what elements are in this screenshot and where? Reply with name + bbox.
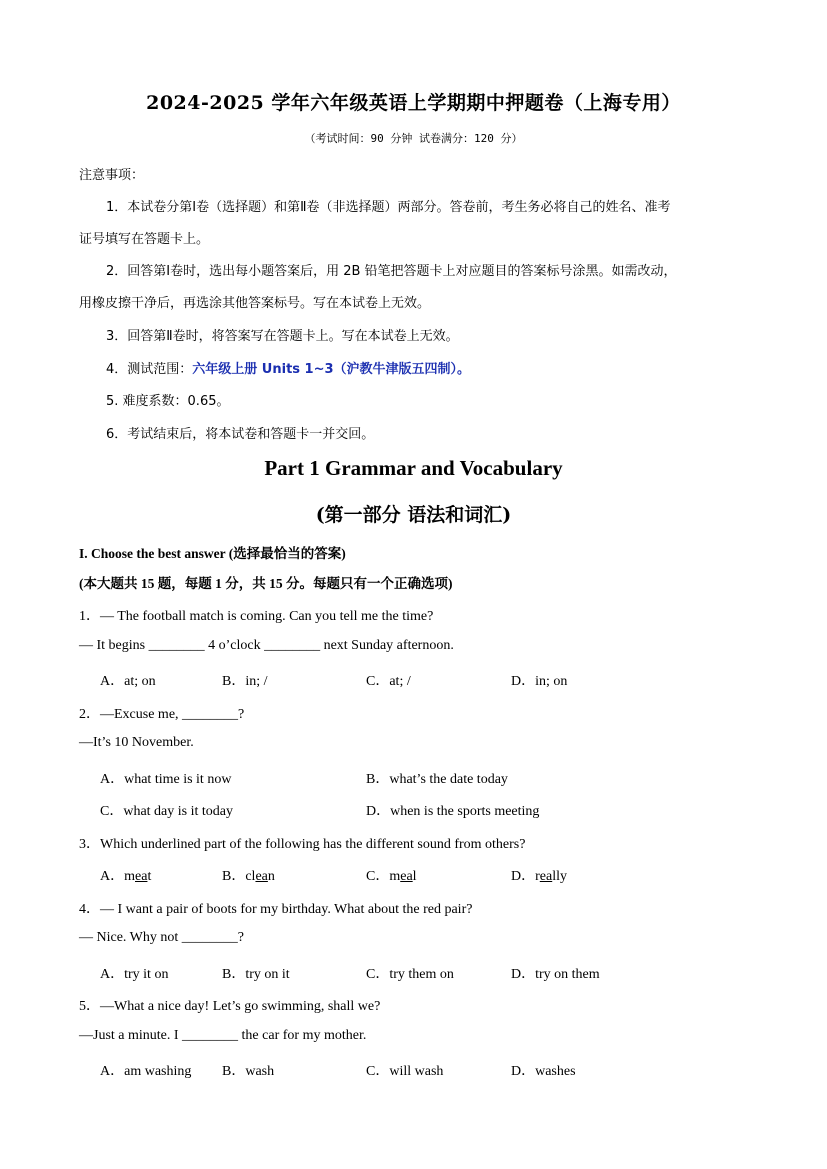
notice-item-2-cont: 用橡皮擦干净后，再选涂其他答案标号。写在本试卷上无效。: [79, 296, 431, 311]
question-2-option-b: B．what’s the date today: [366, 772, 508, 787]
notice-heading: 注意事项：: [79, 168, 145, 183]
notice-item-4: [106, 358, 470, 377]
question-5-stem: 5．—What a nice day! Let’s go swimming, shall we?: [79, 999, 381, 1014]
section-instruction: (本大题共 15 题，每题 1 分，共 15 分。每题只有一个正确选项): [79, 576, 453, 591]
test-scope: 六年级上册 Units 1~3（沪教牛津版五四制）。: [192, 362, 471, 377]
question-4-option-c: C．try them on: [366, 967, 454, 982]
question-1-option-d: D．in; on: [511, 674, 568, 689]
section-heading: I. Choose the best answer (选择最恰当的答案): [79, 546, 346, 561]
notice-item-6: 6．考试结束后，将本试卷和答题卡一并交回。: [106, 427, 375, 442]
question-5-stem-2: —Just a minute. I ________ the car for my mother.: [79, 1028, 367, 1043]
question-3-option-a: A．meat: [100, 869, 152, 884]
question-2-option-d: D．when is the sports meeting: [366, 804, 540, 819]
question-1-option-b: B．in; /: [222, 674, 268, 689]
notice-item-5: 5. 难度系数：0.65。: [106, 394, 230, 409]
question-2-option-c: C．what day is it today: [100, 804, 233, 819]
question-5-option-c: C．will wash: [366, 1064, 444, 1079]
question-3-option-d: D．really: [511, 869, 567, 884]
question-4-stem-2: — Nice. Why not ________?: [79, 930, 244, 945]
exam-subtitle: （考试时间：90 分钟 试卷满分：120 分）: [304, 132, 523, 145]
question-1-stem: 1．— The football match is coming. Can you tell me the time?: [79, 609, 434, 624]
notice-item-4-prefix: 4．测试范围：: [106, 362, 193, 377]
question-3-stem: 3．Which underlined part of the following has the different sound from others?: [79, 837, 526, 852]
question-3-option-b: B．clean: [222, 869, 275, 884]
question-5-option-a: A．am washing: [100, 1064, 192, 1079]
question-4-option-a: A．try it on: [100, 967, 169, 982]
notice-item-1-cont: 证号填写在答题卡上。: [79, 232, 210, 247]
question-4-option-b: B．try on it: [222, 967, 290, 982]
question-1-stem-2: — It begins ________ 4 o’clock ________ next Sunday afternoon.: [79, 638, 454, 653]
notice-item-3: 3．回答第Ⅱ卷时，将答案写在答题卡上。写在本试卷上无效。: [106, 329, 459, 344]
question-2-stem: 2．—Excuse me, ________?: [79, 707, 245, 722]
question-5-option-b: B．wash: [222, 1064, 275, 1079]
part-subtitle: (第一部分 语法和词汇): [315, 504, 512, 526]
question-5-option-d: D．washes: [511, 1064, 576, 1079]
exam-title: 2024-2025 学年六年级英语上学期期中押题卷（上海专用）: [146, 92, 681, 114]
question-1-option-c: C．at; /: [366, 674, 411, 689]
question-3-option-c: C．meal: [366, 869, 417, 884]
question-1-option-a: A．at; on: [100, 674, 156, 689]
question-2-stem-2: —It’s 10 November.: [79, 735, 194, 750]
question-2-option-a: A．what time is it now: [100, 772, 232, 787]
notice-item-1: 1．本试卷分第Ⅰ卷（选择题）和第Ⅱ卷（非选择题）两部分。答卷前，考生务必将自己的姓名、准考: [106, 200, 671, 215]
question-4-stem: 4．— I want a pair of boots for my birthday. What about the red pair?: [79, 902, 473, 917]
notice-item-2: 2．回答第Ⅰ卷时，选出每小题答案后，用 2B 铅笔把答题卡上对应题目的答案标号涂黑。如需改动，: [106, 264, 677, 279]
question-4-option-d: D．try on them: [511, 967, 600, 982]
part-title: Part 1 Grammar and Vocabulary: [264, 456, 563, 480]
